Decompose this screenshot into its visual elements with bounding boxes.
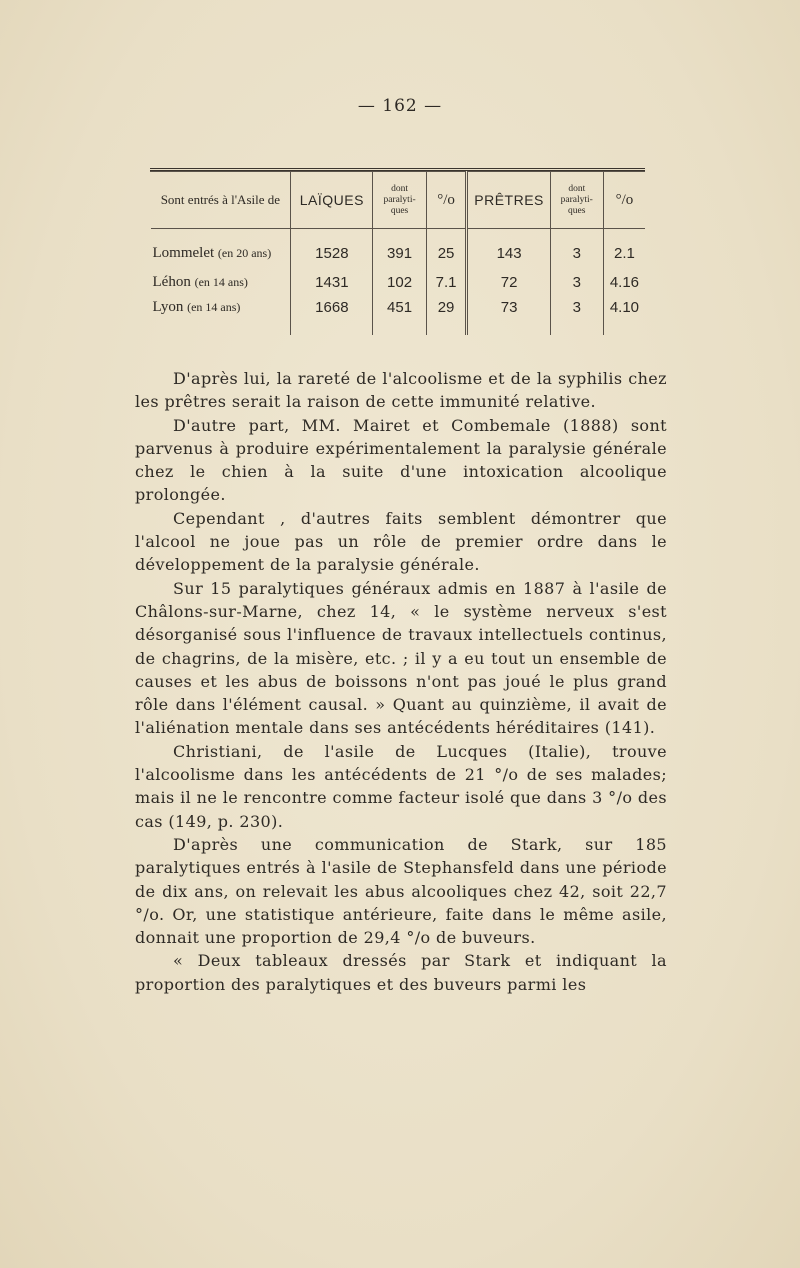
laiques-pct-cell: 7.1 (426, 268, 467, 297)
header-pretres-paralytiques: dont paralyti-ques (550, 172, 603, 229)
paragraph: D'après lui, la rareté de l'alcoolisme et de la syphilis chez les prêtres serait la raison de cette immunité relative. (135, 369, 667, 412)
header-laiques-paralytiques: dont paralyti-ques (373, 172, 426, 229)
paragraph: Christiani, de l'asile de Lucques (Italie), trouve l'alcoolisme dans les antécédents de 21 °/o de ses malades; mais il ne le rencontre comme facteur isolé que dans 3 °/o des cas (149, p. 230). (135, 741, 667, 831)
laiques-pct-cell: 29 (426, 297, 467, 335)
asile-period: (en 14 ans) (194, 275, 248, 289)
header-pretres-pct: °/o (603, 172, 645, 229)
laiques-cell: 1528 (291, 229, 373, 269)
laiques-pct-cell: 25 (426, 229, 467, 269)
paragraph: Sur 15 paralytiques généraux admis en 1887 à l'asile de Châlons-sur-Marne, chez 14, « le système nerveux s'est désorganisé sous l'influence de travaux intellectuels continus, de chagrins, de la misère, etc. ; il y a eu tout un ensemble de causes et les abus de boissons n'ont pas joué le plus grand rôle dans l'élément causal. » Quant au quinzième, il avait de l'aliénation mentale dans ses antécédents héréditaires (141). (135, 578, 667, 738)
pretres-paralytiques-cell: 3 (550, 297, 603, 335)
paragraph: Cependant , d'autres faits semblent démontrer que l'alcool ne joue pas un rôle de premier ordre dans le développement de la paralysie générale. (135, 508, 667, 575)
page-number: — 162 — (357, 96, 443, 116)
paragraph: « Deux tableaux dressés par Stark et indiquant la proportion des paralytiques et des buveurs parmi les (135, 951, 667, 994)
pretres-pct-cell: 2.1 (603, 229, 645, 269)
paragraph: D'après une communication de Stark, sur 185 paralytiques entrés à l'asile de Stephansfeld dans une période de dix ans, on relevait les abus alcooliques chez 42, soit 22,7 °/o. Or, une statistique antérieure, faite dans le même asile, donnait une proportion de 29,4 °/o de buveurs. (135, 834, 667, 948)
pretres-cell: 143 (467, 229, 550, 269)
asile-name: Lommelet (152, 245, 215, 261)
pretres-pct-cell: 4.10 (603, 297, 645, 335)
statistics-table (150, 168, 645, 335)
body-text (135, 367, 667, 996)
pretres-cell: 73 (467, 297, 550, 335)
asile-name: Lyon (152, 299, 184, 315)
table-header-row (151, 172, 646, 229)
laiques-cell: 1668 (291, 297, 373, 335)
laiques-paralytiques-cell: 102 (373, 268, 426, 297)
asile-name: Léhon (152, 274, 191, 290)
header-entry: Sont entrés à l'Asile de (151, 172, 291, 229)
laiques-paralytiques-cell: 391 (373, 229, 426, 269)
pretres-paralytiques-cell: 3 (550, 268, 603, 297)
asile-cell (151, 229, 291, 269)
asile-period: (en 14 ans) (187, 300, 241, 314)
pretres-cell: 72 (467, 268, 550, 297)
header-laiques-pct: °/o (426, 172, 467, 229)
laiques-paralytiques-cell: 451 (373, 297, 426, 335)
paragraph: D'autre part, MM. Mairet et Combemale (1888) sont parvenus à produire expérimentalement la paralysie générale chez le chien à la suite d'une intoxication alcoolique prolongée. (135, 415, 667, 505)
asile-cell (151, 268, 291, 297)
table-row (151, 229, 646, 269)
pretres-paralytiques-cell: 3 (550, 229, 603, 269)
header-laiques: LAÏQUES (291, 172, 373, 229)
table-row (151, 268, 646, 297)
asile-cell (151, 297, 291, 335)
laiques-cell: 1431 (291, 268, 373, 297)
asile-period: (en 20 ans) (217, 246, 272, 260)
pretres-pct-cell: 4.16 (603, 268, 645, 297)
header-pretres: PRÊTRES (467, 172, 550, 229)
table-row (151, 297, 646, 335)
